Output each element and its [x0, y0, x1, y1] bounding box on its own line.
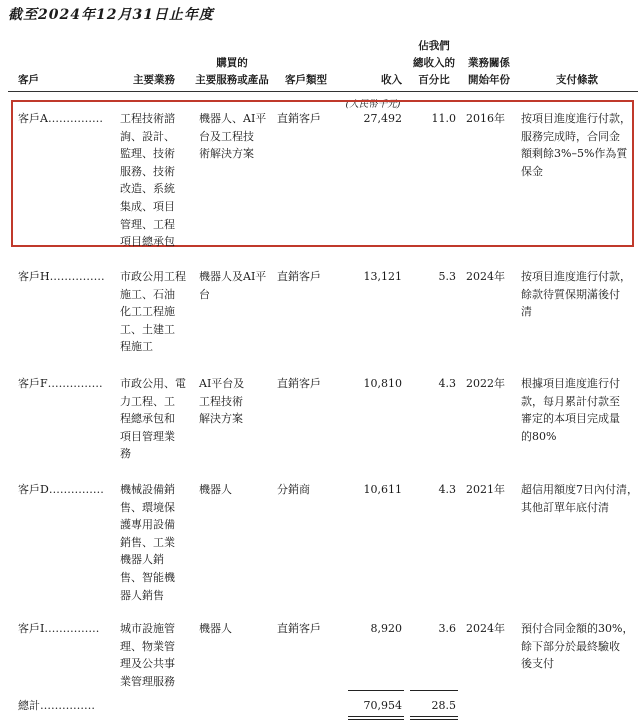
start-year: 2021年 — [466, 483, 505, 496]
payment-line: 餘款待質保期滿後付 — [521, 287, 620, 301]
percentage-value: 11.0 — [431, 112, 456, 125]
total-rule-bottom-1 — [348, 716, 404, 717]
revenue-value: 8,920 — [370, 622, 402, 635]
product-line: 機器人 — [199, 483, 232, 496]
product-line: 機器人、AI平 — [199, 112, 267, 125]
total-rule-top — [348, 690, 404, 691]
revenue-value: 10,810 — [363, 377, 402, 390]
purchased-products — [199, 375, 279, 428]
start-year: 2024年 — [466, 622, 505, 635]
business-line: 監理、技術 — [120, 147, 175, 161]
revenue-value: 27,492 — [363, 112, 402, 125]
client-name: 客戶H…………… — [18, 270, 105, 283]
header-products: 購買的 主要服務或產品 — [195, 57, 269, 86]
business-line: 施工、石油 — [120, 287, 175, 301]
payment-line: 的80% — [521, 429, 557, 443]
payment-line: 預付合同金額的30%， — [521, 622, 634, 635]
percentage-value: 4.3 — [438, 483, 456, 496]
client-type: 直銷客戶 — [277, 622, 321, 635]
business-line: 售、環境保 — [120, 500, 175, 514]
payment-line: 後支付 — [521, 657, 554, 671]
business-line: 務 — [120, 447, 131, 461]
product-line: 機器人及AI平 — [199, 270, 267, 283]
revenue-value: 13,121 — [363, 270, 402, 283]
page-title: 截至2024年12月31日止年度 — [8, 7, 214, 23]
header-divider — [8, 91, 638, 92]
business-line: 機器人銷 — [120, 553, 164, 567]
total-rule-bottom-pct-2 — [410, 719, 458, 720]
business-line: 詢、設計、 — [120, 129, 175, 143]
business-line: 項目管理業 — [120, 429, 175, 443]
percentage-value: 3.6 — [438, 622, 456, 635]
client-type: 分銷商 — [277, 483, 310, 496]
client-name: 客戶I…………… — [18, 622, 100, 635]
start-year: 2024年 — [466, 270, 505, 283]
purchased-products — [199, 110, 279, 163]
purchased-products — [199, 620, 279, 638]
business-line: 工程技術諮 — [120, 112, 175, 125]
business-line: 城市設施管 — [120, 622, 175, 635]
client-name: 客戶A…………… — [18, 112, 103, 125]
total-percentage: 28.5 — [431, 699, 456, 712]
payment-line: 其他訂單年底付清 — [521, 500, 609, 514]
payment-terms — [521, 268, 635, 321]
business-line: 理、物業管 — [120, 639, 175, 653]
business-line: 管理、工程 — [120, 217, 175, 231]
header-business: 主要業務 — [133, 74, 175, 86]
payment-terms — [521, 110, 635, 180]
business-line: 工、土建工 — [120, 322, 175, 336]
client-type: 直銷客戶 — [277, 377, 321, 390]
payment-line: 按項目進度進行付款， — [521, 112, 631, 125]
business-line: 程總承包和 — [120, 412, 175, 426]
main-business — [120, 620, 192, 690]
header-revenue: 收入 — [381, 74, 402, 86]
payment-line: 超信用額度7日內付清， — [521, 483, 638, 496]
payment-line: 按項目進度進行付款， — [521, 270, 631, 283]
main-business — [120, 110, 192, 251]
product-line: 工程技術 — [199, 394, 243, 408]
product-line: 台 — [199, 287, 210, 301]
product-line: 術解決方案 — [199, 147, 254, 161]
total-rule-bottom-2 — [348, 719, 404, 720]
total-revenue: 70,954 — [363, 699, 402, 712]
purchased-products — [199, 268, 279, 303]
business-line: 化工工程施 — [120, 305, 175, 319]
business-line: 項目總承包 — [120, 235, 175, 249]
main-business — [120, 268, 192, 356]
header-start-year: 業務關係 開始年份 — [468, 57, 510, 86]
payment-line: 服務完成時，合同金 — [521, 129, 620, 143]
product-line: AI平台及 — [199, 377, 245, 390]
payment-line: 保金 — [521, 164, 543, 178]
payment-line: 額剩餘3%–5%作為質 — [521, 147, 628, 161]
total-rule-top-pct — [410, 690, 458, 691]
currency-unit: (人民幣千元) — [345, 99, 401, 110]
business-line: 服務、技術 — [120, 164, 175, 178]
start-year: 2016年 — [466, 112, 505, 125]
purchased-products — [199, 481, 279, 499]
product-line: 解決方案 — [199, 412, 243, 426]
payment-terms — [521, 375, 635, 445]
payment-line: 餘下部分於最終驗收 — [521, 639, 620, 653]
client-type: 直銷客戶 — [277, 112, 321, 125]
payment-terms — [521, 481, 638, 516]
business-line: 機械設備銷 — [120, 483, 175, 496]
main-business — [120, 481, 192, 604]
header-client-type: 客戶類型 — [285, 74, 327, 86]
business-line: 市政公用工程 — [120, 270, 186, 283]
main-business — [120, 375, 192, 463]
business-line: 力工程、工 — [120, 394, 175, 408]
business-line: 器人銷售 — [120, 588, 164, 602]
client-name: 客戶F…………… — [18, 377, 103, 390]
percentage-value: 5.3 — [438, 270, 456, 283]
header-payment-terms: 支付條款 — [556, 74, 598, 86]
percentage-value: 4.3 — [438, 377, 456, 390]
payment-line: 款，每月累計付款至 — [521, 394, 620, 408]
total-rule-bottom-pct-1 — [410, 716, 458, 717]
business-line: 護專用設備 — [120, 518, 175, 532]
product-line: 台及工程技 — [199, 129, 254, 143]
client-type: 直銷客戶 — [277, 270, 321, 283]
business-line: 業管理服務 — [120, 674, 175, 688]
payment-line: 清 — [521, 305, 532, 319]
client-name: 客戶D…………… — [18, 483, 104, 496]
business-line: 銷售、工業 — [120, 535, 175, 549]
product-line: 機器人 — [199, 622, 232, 635]
start-year: 2022年 — [466, 377, 505, 390]
header-percentage: 佔我們 總收入的 百分比 — [413, 40, 455, 86]
business-line: 改造、系統 — [120, 182, 175, 196]
business-line: 集成、項目 — [120, 199, 175, 213]
revenue-value: 10,611 — [363, 483, 402, 496]
business-line: 程施工 — [120, 340, 153, 354]
payment-line: 審定的本項目完成量 — [521, 412, 620, 426]
payment-line: 根據項目進度進行付 — [521, 377, 620, 390]
business-line: 售、智能機 — [120, 570, 175, 584]
header-client: 客戶 — [18, 74, 39, 86]
business-line: 市政公用、電 — [120, 377, 186, 390]
payment-terms — [521, 620, 635, 673]
business-line: 理及公共事 — [120, 657, 175, 671]
total-label: 總計…………… — [18, 699, 95, 712]
